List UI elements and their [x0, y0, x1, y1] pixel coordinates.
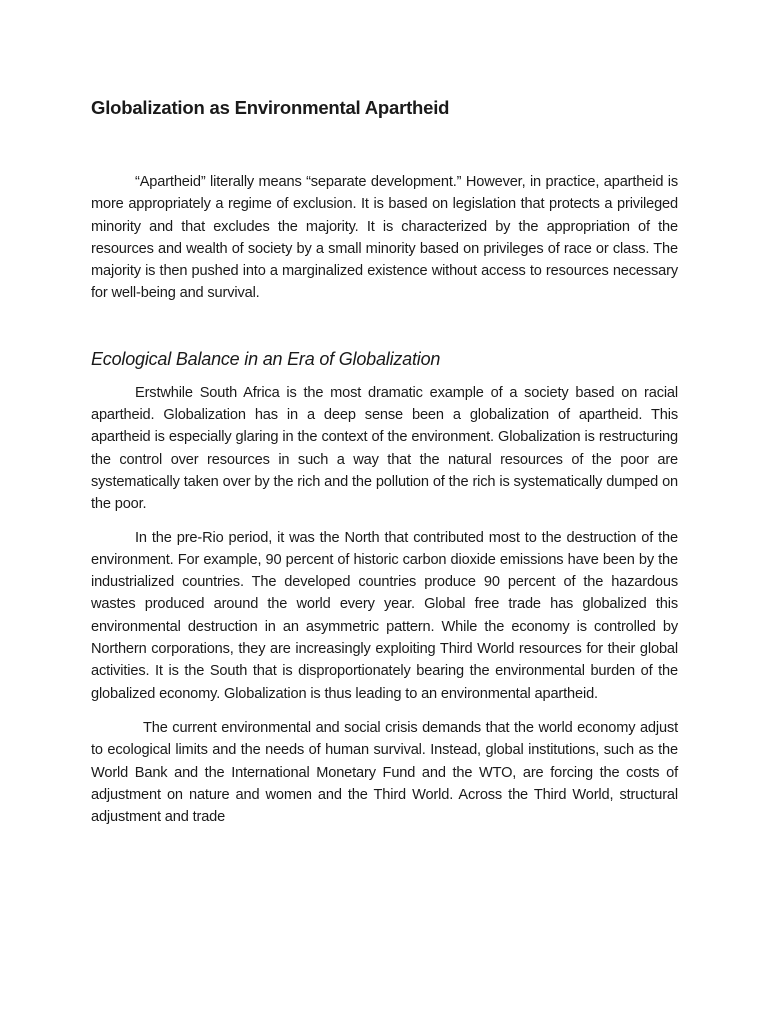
section-header: [91, 346, 678, 372]
section-paragraph-3: The current environmental and social crisis demands that the world economy adjust to ecological limits and the needs of human survival. Instead, global institutions, such as the World Bank and the International Monetary Fund and the WTO, are forcing the costs of adjustment on nature and women and the Third World. Across the Third World, structural adjustment and trade: [91, 719, 678, 826]
document-title: Globalization as Environmental Apartheid: [91, 97, 450, 118]
section-paragraph-1: Erstwhile South Africa is the most dramatic example of a society based on racial apartheid. Globalization has in a deep sense been a globalization of apartheid. This apartheid is especially glaring in the context of the environment. Globalization is restructuring the control over resources in such a way that the natural resources of the poor are systematically taken over by the rich and the pollution of the rich is systematically dumped on the poor.: [91, 384, 678, 513]
intro-paragraph: “Apartheid” literally means “separate development.” However, in practice, apartheid is more appropriately a regime of exclusion. It is based on legislation that protects a privileged minority and that excludes the majority. It is characterized by the appropriation of the resources and wealth of society by a small minority based on privileges of race or class. The majority is then pushed into a marginalized existence without access to resources necessary for well-being and survival.: [91, 174, 678, 302]
section-title: Ecological Balance in an Era of Globalization: [91, 348, 441, 369]
document-body: [91, 95, 678, 828]
section-paragraph-2: In the pre-Rio period, it was the North that contributed most to the destruction of the environment. For example, 90 percent of historic carbon dioxide emissions have been by the industrialized countries. The developed countries produce 90 percent of the hazardous wastes produced around the world every year. Global free trade has globalized this environmental destruction in an asymmetric pattern. While the economy is controlled by Northern corporations, they are increasingly exploiting Third World resources for their global activities. It is the South that is disproportionately bearing the environmental burden of the globalized economy. Globalization is thus leading to an environmental apartheid.: [91, 529, 678, 702]
